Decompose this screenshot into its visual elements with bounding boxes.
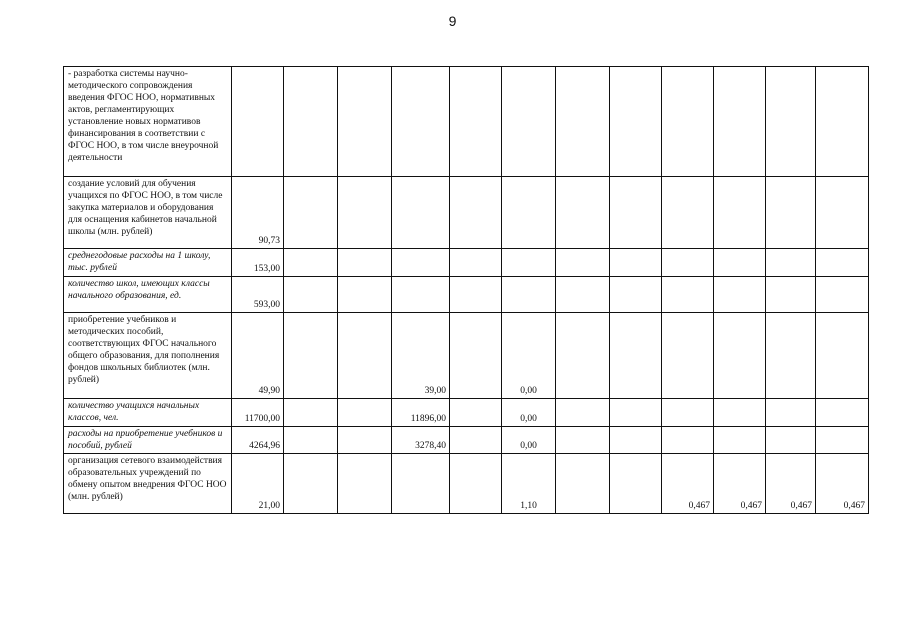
value-cell <box>392 249 450 277</box>
value-cell <box>816 313 869 399</box>
value-cell: 11700,00 <box>232 399 284 427</box>
value-cell <box>556 177 610 249</box>
value-cell: 4264,96 <box>232 427 284 454</box>
table-row <box>64 277 869 313</box>
value-cell: 90,73 <box>232 177 284 249</box>
row-label: приобретение учебников и методических пособий, соответствующих ФГОС начального общего образования, для пополнения фондов школьных библиотек (млн. рублей) <box>64 313 232 399</box>
value-cell <box>610 277 662 313</box>
value-cell <box>610 454 662 514</box>
value-cell <box>502 67 556 177</box>
value-cell <box>662 277 714 313</box>
value-cell <box>714 399 766 427</box>
value-cell <box>338 277 392 313</box>
value-cell: 0,467 <box>714 454 766 514</box>
value-cell <box>662 313 714 399</box>
value-cell <box>338 313 392 399</box>
value-cell: 11896,00 <box>392 399 450 427</box>
value-cell <box>610 177 662 249</box>
value-cell <box>766 277 816 313</box>
value-cell <box>392 277 450 313</box>
value-cell <box>816 249 869 277</box>
value-cell <box>610 67 662 177</box>
table-body <box>64 67 869 514</box>
value-cell <box>714 427 766 454</box>
budget-table <box>63 66 869 514</box>
value-cell <box>714 249 766 277</box>
table-row <box>64 67 869 177</box>
value-cell <box>766 249 816 277</box>
value-cell <box>714 313 766 399</box>
value-cell <box>610 399 662 427</box>
value-cell <box>766 177 816 249</box>
value-cell <box>714 277 766 313</box>
value-cell <box>502 177 556 249</box>
value-cell <box>450 427 502 454</box>
value-cell <box>450 177 502 249</box>
value-cell <box>766 399 816 427</box>
value-cell: 0,467 <box>816 454 869 514</box>
value-cell <box>450 399 502 427</box>
value-cell <box>556 399 610 427</box>
value-cell <box>232 67 284 177</box>
value-cell <box>766 313 816 399</box>
value-cell <box>284 454 338 514</box>
value-cell <box>610 427 662 454</box>
row-label: количество учащихся начальных классов, чел. <box>64 399 232 427</box>
value-cell <box>284 313 338 399</box>
value-cell <box>338 427 392 454</box>
value-cell: 593,00 <box>232 277 284 313</box>
value-cell <box>816 67 869 177</box>
value-cell: 0,467 <box>766 454 816 514</box>
value-cell <box>662 177 714 249</box>
table-row <box>64 249 869 277</box>
value-cell <box>502 249 556 277</box>
value-cell <box>392 177 450 249</box>
value-cell <box>556 249 610 277</box>
value-cell <box>816 277 869 313</box>
value-cell <box>338 454 392 514</box>
value-cell <box>556 313 610 399</box>
value-cell: 153,00 <box>232 249 284 277</box>
value-cell <box>816 399 869 427</box>
value-cell <box>284 427 338 454</box>
value-cell <box>338 67 392 177</box>
value-cell: 39,00 <box>392 313 450 399</box>
value-cell <box>284 177 338 249</box>
value-cell <box>284 277 338 313</box>
value-cell <box>450 249 502 277</box>
value-cell <box>450 313 502 399</box>
value-cell <box>284 67 338 177</box>
value-cell <box>714 67 766 177</box>
value-cell <box>662 67 714 177</box>
table-row <box>64 427 869 454</box>
page-number: 9 <box>448 13 457 29</box>
value-cell: 1,10 <box>502 454 556 514</box>
value-cell <box>284 249 338 277</box>
value-cell: 49,90 <box>232 313 284 399</box>
value-cell <box>338 249 392 277</box>
value-cell <box>338 177 392 249</box>
value-cell: 0,00 <box>502 399 556 427</box>
value-cell <box>284 399 338 427</box>
value-cell <box>662 427 714 454</box>
value-cell <box>662 399 714 427</box>
row-label: организация сетевого взаимодействия образовательных учреждений по обмену опытом внедрения ФГОС НОО (млн. рублей) <box>64 454 232 514</box>
value-cell <box>610 313 662 399</box>
value-cell <box>556 427 610 454</box>
value-cell <box>556 277 610 313</box>
value-cell <box>556 454 610 514</box>
value-cell: 0,467 <box>662 454 714 514</box>
value-cell <box>556 67 610 177</box>
value-cell <box>714 177 766 249</box>
table-row <box>64 313 869 399</box>
value-cell: 0,00 <box>502 313 556 399</box>
row-label: - разработка системы научно-методического сопровождения введения ФГОС НОО, нормативных актов, регламентирующих установление новых нормативов финансирования в соответствии с ФГОС НОО, в том числе внеурочной деятельности <box>64 67 232 177</box>
row-label: количество школ, имеющих классы начального образования, ед. <box>64 277 232 313</box>
value-cell <box>392 67 450 177</box>
value-cell <box>816 177 869 249</box>
table-row <box>64 177 869 249</box>
value-cell <box>502 277 556 313</box>
value-cell <box>610 249 662 277</box>
table-row <box>64 454 869 514</box>
value-cell: 3278,40 <box>392 427 450 454</box>
value-cell <box>816 427 869 454</box>
value-cell <box>766 67 816 177</box>
value-cell <box>392 454 450 514</box>
value-cell <box>662 249 714 277</box>
value-cell <box>766 427 816 454</box>
value-cell: 21,00 <box>232 454 284 514</box>
value-cell <box>450 277 502 313</box>
value-cell <box>450 454 502 514</box>
row-label: расходы на приобретение учебников и пособий, рублей <box>64 427 232 454</box>
value-cell <box>338 399 392 427</box>
value-cell <box>450 67 502 177</box>
row-label: создание условий для обучения учащихся по ФГОС НОО, в том числе закупка материалов и оборудования для оснащения кабинетов начальной школы (млн. рублей) <box>64 177 232 249</box>
table-row <box>64 399 869 427</box>
value-cell: 0,00 <box>502 427 556 454</box>
row-label: среднегодовые расходы на 1 школу, тыс. рублей <box>64 249 232 277</box>
